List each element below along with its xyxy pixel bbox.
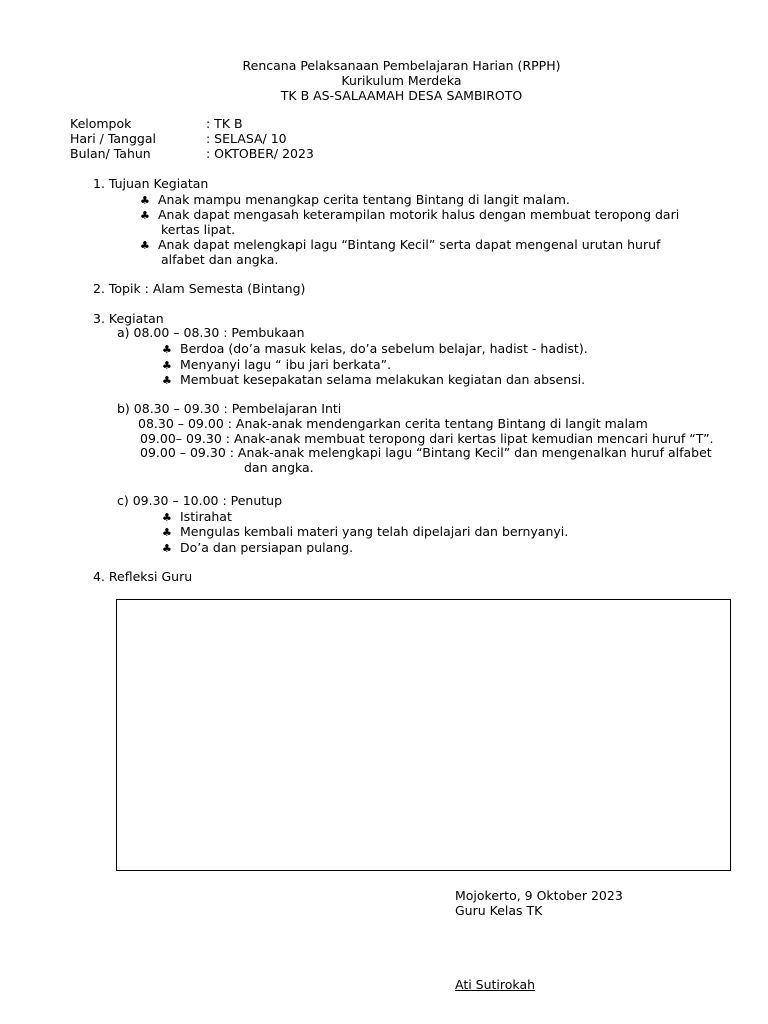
kegiatan-c-heading: c) 09.30 – 10.00 : Penutup — [117, 493, 283, 508]
list-item: ♣ Mengulas kembali materi yang telah dipelajari dan bernyanyi. — [162, 524, 569, 539]
section-tujuan-title: 1. Tujuan Kegiatan — [93, 176, 209, 191]
list-item: ♣ Berdoa (do’a masuk kelas, do’a sebelum belajar, hadist - hadist). — [162, 341, 588, 356]
list-item: ♣ Anak mampu menangkap cerita tentang Bintang di langit malam. — [140, 192, 570, 207]
club-bullet-icon: ♣ — [140, 209, 150, 222]
info-value-bulan: : OKTOBER/ 2023 — [206, 146, 314, 161]
info-label-hari: Hari / Tanggal — [70, 131, 156, 146]
list-item: ♣ Do’a dan persiapan pulang. — [162, 540, 354, 555]
kegiatan-a-heading: a) 08.00 – 08.30 : Pembukaan — [117, 325, 305, 340]
info-value-kelompok: : TK B — [206, 116, 243, 131]
section-topik-title: 2. Topik : Alam Semesta (Bintang) — [93, 281, 306, 296]
doc-title: Rencana Pelaksanaan Pembelajaran Harian (RPPH) — [242, 58, 561, 73]
schedule-row: 09.00 – 09.30 : Anak-anak melengkapi lagu “Bintang Kecil” dan mengenalkan huruf alfabet — [140, 445, 712, 460]
list-item: ♣ Anak dapat melengkapi lagu “Bintang Kecil” serta dapat mengenal urutan huruf — [140, 237, 661, 252]
doc-subtitle: Kurikulum Merdeka — [341, 73, 462, 88]
list-item: ♣ Membuat kesepakatan selama melakukan kegiatan dan absensi. — [162, 372, 586, 387]
club-bullet-icon: ♣ — [162, 511, 172, 524]
schedule-row: 09.00– 09.30 : Anak-anak membuat teropong dari kertas lipat kemudian mencari huruf “T”. — [140, 431, 714, 446]
schedule-row-continuation: dan angka. — [244, 460, 314, 475]
kegiatan-b-heading: b) 08.30 – 09.30 : Pembelajaran Inti — [117, 401, 342, 416]
club-bullet-icon: ♣ — [162, 374, 172, 387]
schedule-row: 08.30 – 09.00 : Anak-anak mendengarkan cerita tentang Bintang di langit malam — [138, 416, 648, 431]
info-value-hari: : SELASA/ 10 — [206, 131, 287, 146]
list-item-continuation: alfabet dan angka. — [161, 252, 279, 267]
club-bullet-icon: ♣ — [140, 239, 150, 252]
club-bullet-icon: ♣ — [140, 194, 150, 207]
info-label-bulan: Bulan/ Tahun — [70, 146, 151, 161]
list-item-continuation: kertas lipat. — [161, 222, 236, 237]
signature-place-date: Mojokerto, 9 Oktober 2023 — [455, 888, 623, 903]
club-bullet-icon: ♣ — [162, 542, 172, 555]
club-bullet-icon: ♣ — [162, 526, 172, 539]
list-item: ♣ Menyanyi lagu “ ibu jari berkata”. — [162, 357, 392, 372]
list-item: ♣ Istirahat — [162, 509, 232, 524]
school-name: TK B AS-SALAAMAH DESA SAMBIROTO — [280, 88, 523, 103]
section-kegiatan-title: 3. Kegiatan — [93, 311, 164, 326]
club-bullet-icon: ♣ — [162, 343, 172, 356]
club-bullet-icon: ♣ — [162, 359, 172, 372]
signature-role: Guru Kelas TK — [455, 903, 543, 918]
refleksi-box — [116, 599, 731, 871]
signature-name: Ati Sutirokah — [455, 977, 536, 992]
info-label-kelompok: Kelompok — [70, 116, 132, 131]
list-item: ♣ Anak dapat mengasah keterampilan motorik halus dengan membuat teropong dari — [140, 207, 680, 222]
section-refleksi-title: 4. Refleksi Guru — [93, 569, 193, 584]
